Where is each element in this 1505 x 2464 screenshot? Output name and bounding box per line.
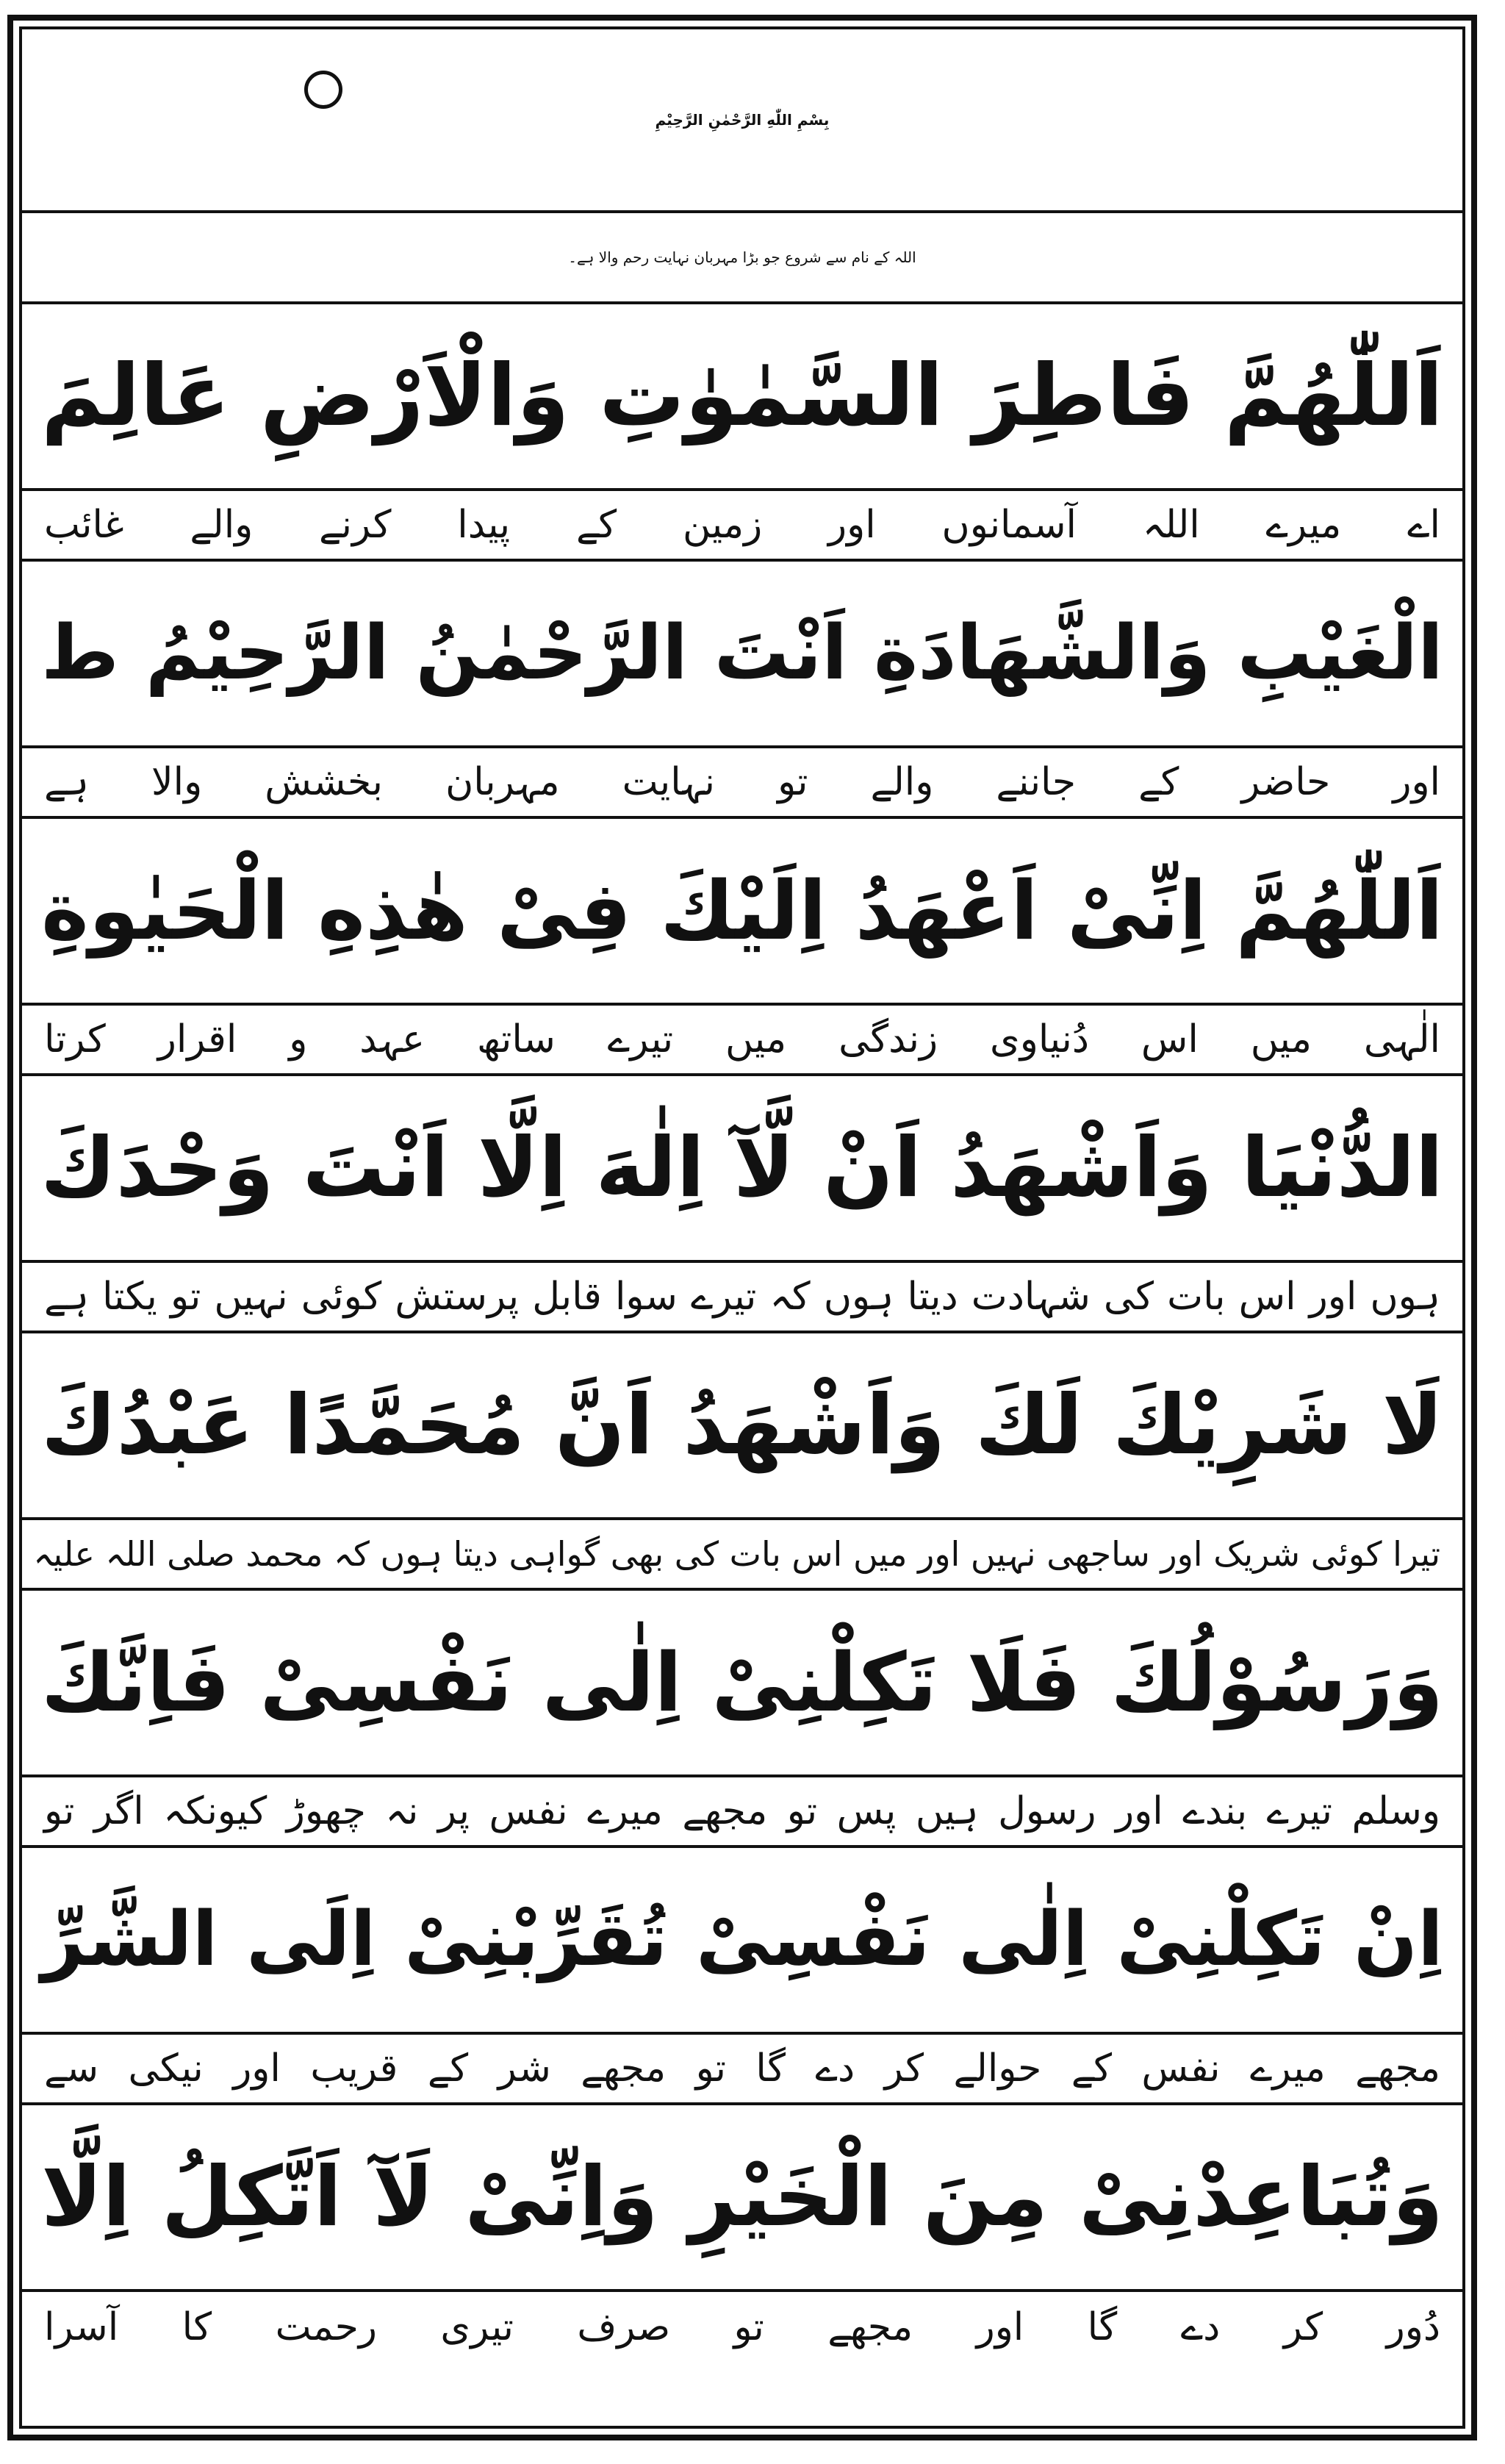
basmala-translation-row <box>22 213 1462 304</box>
urdu-text: اے میرے اللہ آسمانوں اور زمین کے پیدا کرنے والے غائب <box>44 503 1440 547</box>
basmala-heading <box>22 29 1462 213</box>
arabic-text: الْغَيْبِ وَالشَّهَادَةِ اَنْتَ الرَّحْمٰنُ الرَّحِيْمُ ﻁ <box>41 609 1443 697</box>
urdu-line-3 <box>22 1006 1462 1076</box>
arabic-text: اَللّٰهُمَّ اِنِّىْ اَعْهَدُ اِلَيْكَ فِىْ هٰذِهِ الْحَيٰوةِ <box>41 864 1443 958</box>
arabic-text: وَتُبَاعِدْنِىْ مِنَ الْخَيْرِ وَاِنِّىْ لَآ اَتَّكِلُ اِلَّا <box>41 2149 1443 2245</box>
urdu-text: تیرا کوئی شریک اور ساجھی نہیں اور میں اس بات کی بھی گواہی دیتا ہوں کہ محمد صلی اللہ علیہ <box>33 1534 1440 1574</box>
arabic-text: لَا شَرِيْكَ لَكَ وَاَشْهَدُ اَنَّ مُحَمَّدًا عَبْدُكَ <box>41 1378 1443 1473</box>
arabic-line-1 <box>22 304 1462 491</box>
arabic-text: اَللّٰهُمَّ فَاطِرَ السَّمٰوٰتِ وَالْاَرْضِ عَالِمَ <box>41 346 1443 445</box>
arabic-line-4 <box>22 1076 1462 1263</box>
urdu-line-5 <box>22 1520 1462 1591</box>
urdu-line-2 <box>22 748 1462 819</box>
urdu-line-8 <box>22 2292 1462 2363</box>
basmala-text: بِسْمِ اللّٰهِ الرَّحْمٰنِ الرَّحِيْمِ <box>655 111 830 129</box>
urdu-text: ہوں اور اس بات کی شہادت دیتا ہوں کہ تیرے سوا قابل پرستش کوئی نہیں تو یکتا ہے <box>44 1275 1440 1319</box>
urdu-line-7 <box>22 2035 1462 2105</box>
urdu-line-4 <box>22 1263 1462 1333</box>
urdu-line-6 <box>22 1777 1462 1848</box>
urdu-text: اور حاضر کے جاننے والے تو نہایت مہربان بخشش والا ہے <box>44 760 1440 804</box>
arabic-line-3 <box>22 819 1462 1006</box>
arabic-line-8 <box>22 2105 1462 2292</box>
urdu-line-1 <box>22 491 1462 562</box>
prayer-frame <box>19 26 1465 2429</box>
urdu-text: وسلم تیرے بندے اور رسول ہیں پس تو مجھے میرے نفس پر نہ چھوڑ کیونکہ اگر تو <box>44 1789 1440 1833</box>
prayer-page <box>7 15 1477 2440</box>
arabic-text: الدُّنْيَا وَاَشْهَدُ اَنْ لَّآ اِلٰهَ اِلَّا اَنْتَ وَحْدَكَ <box>40 1120 1443 1216</box>
arabic-line-5 <box>22 1333 1462 1520</box>
urdu-text: دُور کر دے گا اور مجھے تو صرف تیری رحمت کا آسرا <box>44 2305 1440 2349</box>
arabic-line-2 <box>22 562 1462 748</box>
arabic-text: وَرَسُوْلُكَ فَلَا تَكِلْنِىْ اِلٰى نَفْسِىْ فَاِنَّكَ <box>41 1636 1443 1730</box>
arabic-line-6 <box>22 1591 1462 1777</box>
arabic-line-7 <box>22 1848 1462 2035</box>
basmala-translation: اللہ کے نام سے شروع جو بڑا مہربان نہایت رحم والا ہے۔ <box>568 248 916 266</box>
urdu-text: مجھے میرے نفس کے حوالے کر دے گا تو مجھے شر کے قریب اور نیکی سے <box>44 2046 1440 2091</box>
urdu-text: الٰہی میں اس دُنیاوی زندگی میں تیرے ساتھ عہد و اقرار کرتا <box>44 1017 1440 1061</box>
arabic-text: اِنْ تَكِلْنِىْ اِلٰى نَفْسِىْ تُقَرِّبْنِىْ اِلَى الشَّرِّ <box>41 1896 1443 1983</box>
